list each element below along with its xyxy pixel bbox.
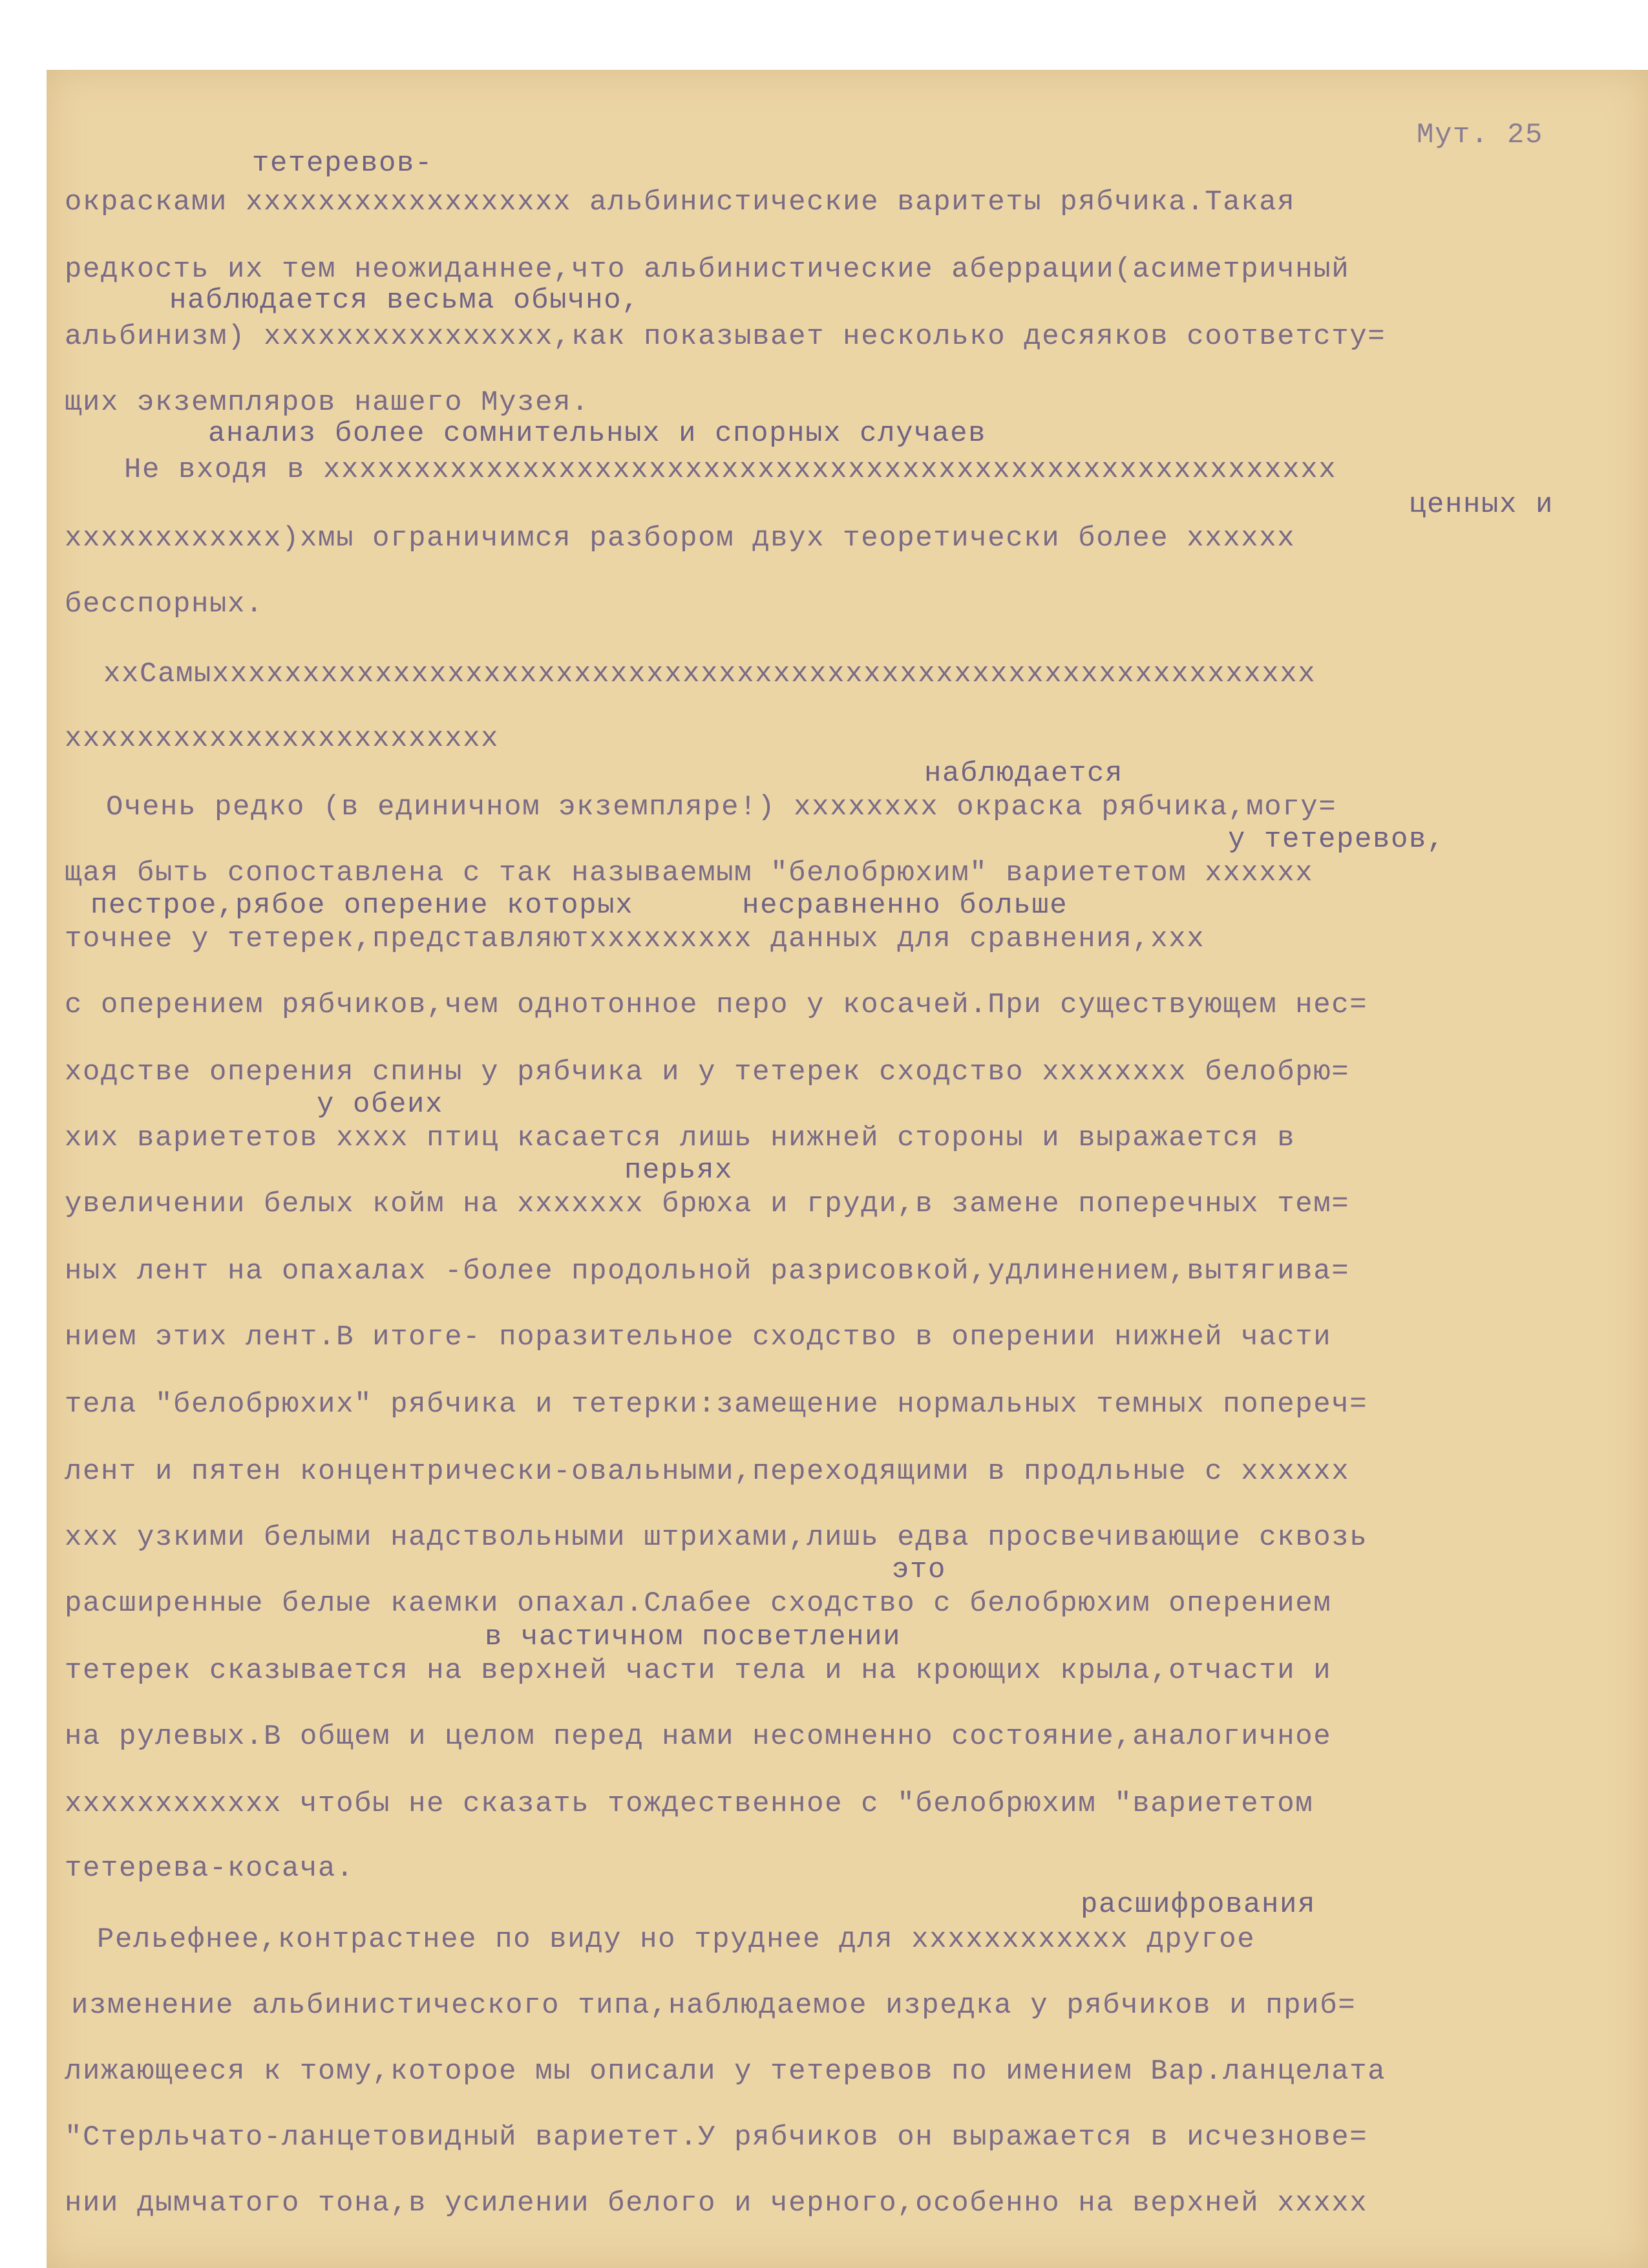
interlinear-insertion: это bbox=[892, 1554, 947, 1586]
text-line: точнее у тетерек,представляютххххххххх данных для сравнения,ххх bbox=[65, 923, 1205, 955]
text-line: "Стерльчато-ланцетовидный вариетет.У рябчиков он выражается в исчезнове= bbox=[65, 2121, 1368, 2154]
interlinear-insertion: наблюдается bbox=[924, 758, 1124, 790]
text-line: тетерек сказывается на верхней части тела и на кроющих крыла,отчасти и bbox=[65, 1655, 1332, 1687]
interlinear-insertion: тетеревов- bbox=[252, 147, 434, 180]
page-number: Мут. 25 bbox=[1417, 119, 1544, 151]
text-line: альбинизм) хххххххххххххххх,как показывает несколько десяяков соответсту= bbox=[65, 321, 1386, 353]
interlinear-insertion: расшифрования bbox=[1081, 1889, 1316, 1921]
text-line: лижающееся к тому,которое мы описали у тетеревов по имением Вар.ланцелата bbox=[65, 2055, 1386, 2088]
interlinear-insertion: пестрое,рябое оперение которых несравненно больше bbox=[90, 889, 1068, 922]
interlinear-insertion: у обеих bbox=[317, 1088, 444, 1121]
interlinear-insertion: у тетеревов, bbox=[1228, 823, 1446, 856]
text-line: ных лент на опахалах -более продольной разрисовкой,удлинением,вытягива= bbox=[65, 1255, 1350, 1288]
text-line: бесспорных. bbox=[65, 588, 264, 620]
text-line: ххСамыххххххххххххххххххххххххххххххххххххххххххххххххххххххххххххх bbox=[103, 658, 1316, 690]
text-line: Рельефнее,контрастнее по виду но труднее для хххххххххххх другое bbox=[97, 1924, 1256, 1956]
text-line: окрасками хххххххххххххххххх альбинистические варитеты рябчика.Такая bbox=[65, 186, 1296, 218]
text-line: изменение альбинистического типа,наблюдаемое изредка у рябчиков и приб= bbox=[71, 1989, 1357, 2022]
text-line: нием этих лент.В итоге- поразительное сходство в оперении нижней части bbox=[65, 1321, 1332, 1353]
text-line: тетерева-косача. bbox=[65, 1852, 355, 1885]
interlinear-insertion: ценных и bbox=[1409, 489, 1554, 521]
text-line: на рулевых.В общем и целом перед нами несомненно состояние,аналогичное bbox=[65, 1721, 1332, 1753]
text-line: щих экземпляров нашего Музея. bbox=[65, 387, 590, 419]
text-line: лент и пятен концентрически-овальными,переходящими в продльные с хххххх bbox=[65, 1456, 1350, 1488]
text-line: хххххххххххххххххххххххх bbox=[65, 723, 500, 755]
interlinear-insertion: перьях bbox=[624, 1154, 734, 1187]
text-line: ходстве оперения спины у рябчика и у тетерек сходство хххххххх белобрю= bbox=[65, 1056, 1350, 1088]
text-line: Очень редко (в единичном экземпляре!) хххххххх окраска рябчика,могу= bbox=[106, 791, 1337, 823]
text-line: Не входя в хххххххххххххххххххххххххххххххххххххххххххххххххххххххх bbox=[124, 454, 1337, 486]
interlinear-insertion: в частичном посветлении bbox=[485, 1621, 902, 1653]
text-line: увеличении белых койм на ххххххх брюха и груди,в замене поперечных тем= bbox=[65, 1188, 1350, 1220]
text-line: хих вариететов хххх птиц касается лишь нижней стороны и выражается в bbox=[65, 1122, 1296, 1154]
text-line: тела "белобрюхих" рябчика и тетерки:замещение нормальных темных попереч= bbox=[65, 1388, 1368, 1421]
text-line: с оперением рябчиков,чем однотонное перо у косачей.При существующем нес= bbox=[65, 989, 1368, 1021]
text-line: расширенные белые каемки опахал.Слабее сходство с белобрюхим оперением bbox=[65, 1587, 1332, 1620]
interlinear-insertion: анализ более сомнительных и спорных случаев bbox=[208, 418, 987, 450]
text-line: ххх узкими белыми надствольными штрихами,лишь едва просвечивающие сквозь bbox=[65, 1521, 1368, 1554]
text-line: редкость их тем неожиданнее,что альбинистические аберрации(асиметричный bbox=[65, 253, 1350, 286]
interlinear-insertion: наблюдается весьма обычно, bbox=[169, 284, 640, 317]
text-line: хххххххххххх чтобы не сказать тождественное с "белобрюхим "вариететом bbox=[65, 1788, 1314, 1820]
text-line: нии дымчатого тона,в усилении белого и черного,особенно на верхней ххххх bbox=[65, 2187, 1368, 2220]
text-line: хххххххххххх)хмы ограничимся разбором двух теоретически более хххххх bbox=[65, 522, 1296, 555]
text-line: щая быть сопоставлена с так называемым "белобрюхим" вариететом хххххх bbox=[65, 857, 1314, 889]
